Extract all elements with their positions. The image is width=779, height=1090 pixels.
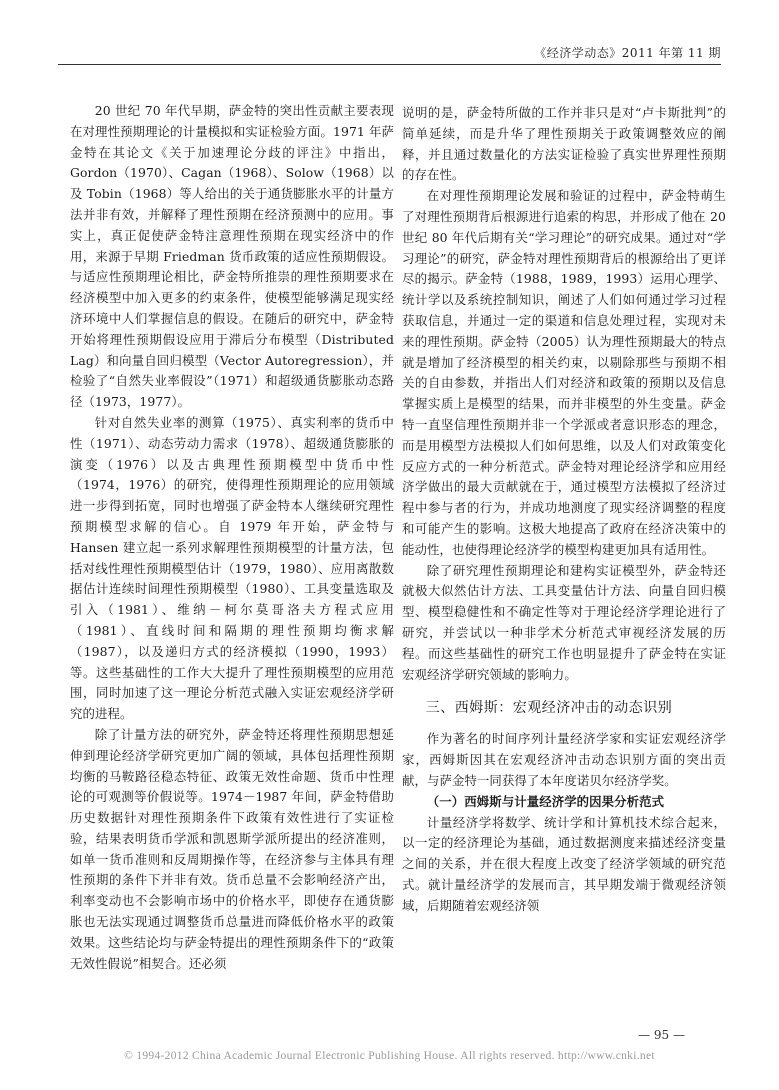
copyright-footer: © 1994-2012 China Academic Journal Electronic Publishing House. All rights reserved. http://www.cnki.net xyxy=(124,1050,655,1062)
paragraph: 针对自然失业率的测算（1975）、真实利率的货币中性（1971）、动态劳动力需求（1978）、超级通货膨胀的演变（1976）以及古典理性预期模型中货币中性（1974，1976）的研究，使得理性预期理论的应用领域进一步得到拓宽，同时也增强了萨金特本人继续研究理性预期模型求解的信心。自 1979 年开始，萨金特与 Hansen 建立起一系列求解理性预期模型的计量方法，包括对线性理性预期模型估计（1979，1980）、应用离散数据估计连续时间理性预期模型（1980）、工具变量选取及引入（1981）、维纳－柯尔莫哥洛夫方程式应用（1981）、直线时间和隔期的理性预期均衡求解（1987），以及递归方式的经济模拟（1990，1993）等。这些基础性的工作大大提升了理性预期模型的应用范围，同时加速了这一理论分析范式融入实证宏观经济学研究的进程。 xyxy=(70,414,394,722)
paragraph: 20 世纪 70 年代早期，萨金特的突出性贡献主要表现在对理性预期理论的计量模拟和实证检验方面。1971 年萨金特在其论文《关于加速理论分歧的评注》中指出，Gordon（1970）、Cagan（1968）、Solow（1968）以及 Tobin（1968）等人给出的关于通货膨胀水平的计量方法并非有效，并解释了理性预期在经济预测中的应用。事实上，真正促使萨金特注意理性预期在现实经济中的作用，来源于早期 Friedman 货币政策的适应性预期假设。与适应性预期理论相比，萨金特所推崇的理性预期要求在经济模型中加入更多的约束条件，使模型能够满足现实经济环境中人们掌握信息的假设。在随后的研究中，萨金特开始将理性预期假设应用于滞后分布模型（Distributed Lag）和向量自回归模型（Vector Autoregression），并检验了“自然失业率假设”（1971）和超级通货膨胀动态路径（1973，1977）。 xyxy=(70,103,394,410)
paragraph: 作为著名的时间序列计量经济学家和实证宏观经济学家，西姆斯因其在宏观经济冲击动态识别方面的突出贡献，与萨金特一同获得了本年度诺贝尔经济学奖。 xyxy=(402,731,726,788)
right-column xyxy=(402,103,726,916)
page-number: — 95 — xyxy=(638,1028,685,1042)
paragraph: 在对理性预期理论发展和验证的过程中，萨金特萌生了对理性预期背后根源进行追索的构思，并形成了他在 20 世纪 80 年代后期有关“学习理论”的研究成果。通过对“学习理论”的研究，萨金特对理性预期背后的根源给出了更详尽的揭示。萨金特（1988，1989，1993）运用心理学、统计学以及系统控制知识，阐述了人们如何通过学习过程获取信息，并通过一定的渠道和信息处理过程，实现对未来的理性预期。萨金特（2005）认为理性预期最大的特点就是增加了经济模型的相关约束，以剔除那些与预期不相关的自由参数，并指出人们对经济和政策的预期以及信息掌握实质上是模型的结果，而并非模型的外生变量。萨金特一直坚信理性预期并非一个学派或者意识形态的理念，而是用模型方法模拟人们如何思维，以及人们对政策变化反应方式的一种分析范式。萨金特对理论经济学和应用经济学做出的最大贡献就在于，通过模型方法模拟了经济过程中参与者的行为，并成功地测度了现实经济调整的程度和可能产生的影响。这极大地提高了政府在经济决策中的能动性，也使得理论经济学的模型构建更加具有适用性。 xyxy=(402,188,726,557)
subsection-title: （一）西姆斯与计量经济学的因果分析范式 xyxy=(426,793,665,809)
section-title: 三、西姆斯：宏观经济冲击的动态识别 xyxy=(425,700,673,717)
paragraph: 除了计量方法的研究外，萨金特还将理性预期思想延伸到理论经济学研究更加广阔的领域，具体包括理性预期均衡的马鞍路径稳态特征、政策无效性命题、货币中性理论的可观测等价假说等。1974－1987 年间，萨金特借助历史数据针对理性预期条件下政策有效性进行了实证检验，结果表明货币学派和凯恩斯学派所提出的经济准则，如单一货币准则和反周期操作等，在经济参与主体具有理性预期的条件下并非有效。货币总量不会影响经济产出，利率变动也不会影响市场中的价格水平，即使存在通货膨胀也无法实现通过调整货币总量进而降低价格水平的政策效果。这些结论均与萨金特提出的理性预期条件下的“政策无效性假说”相契合。还必须 xyxy=(70,726,394,971)
paragraph: 说明的是，萨金特所做的工作并非只是对“卢卡斯批判”的简单延续，而是升华了理性预期关于政策调整效应的阐释，并且通过数量化的方法实证检验了真实世界理性预期的存在性。 xyxy=(402,105,726,183)
journal-header: 《经济学动态》2011 年第 11 期 xyxy=(534,46,721,60)
header-rule xyxy=(58,64,721,65)
paragraph: 计量经济学将数学、统计学和计算机技术综合起来，以一定的经济理论为基础，通过数据测度来描述经济变量之间的关系，并在很大程度上改变了经济学领域的研究范式。就计量经济学的发展而言，其早期发端于微观经济领域，后期随着宏观经济领 xyxy=(402,814,726,913)
left-column xyxy=(70,101,394,974)
paragraph: 除了研究理性预期理论和建构实证模型外，萨金特还就极大似然估计方法、工具变量估计方法、向量自回归模型、模型稳健性和不确定性等对于理论经济学理论进行了研究，并尝试以一种非学术分析范式审视经济发展的历程。而这些基础性的研究工作也明显提升了萨金特在实证宏观经济学研究领域的影响力。 xyxy=(402,562,726,682)
